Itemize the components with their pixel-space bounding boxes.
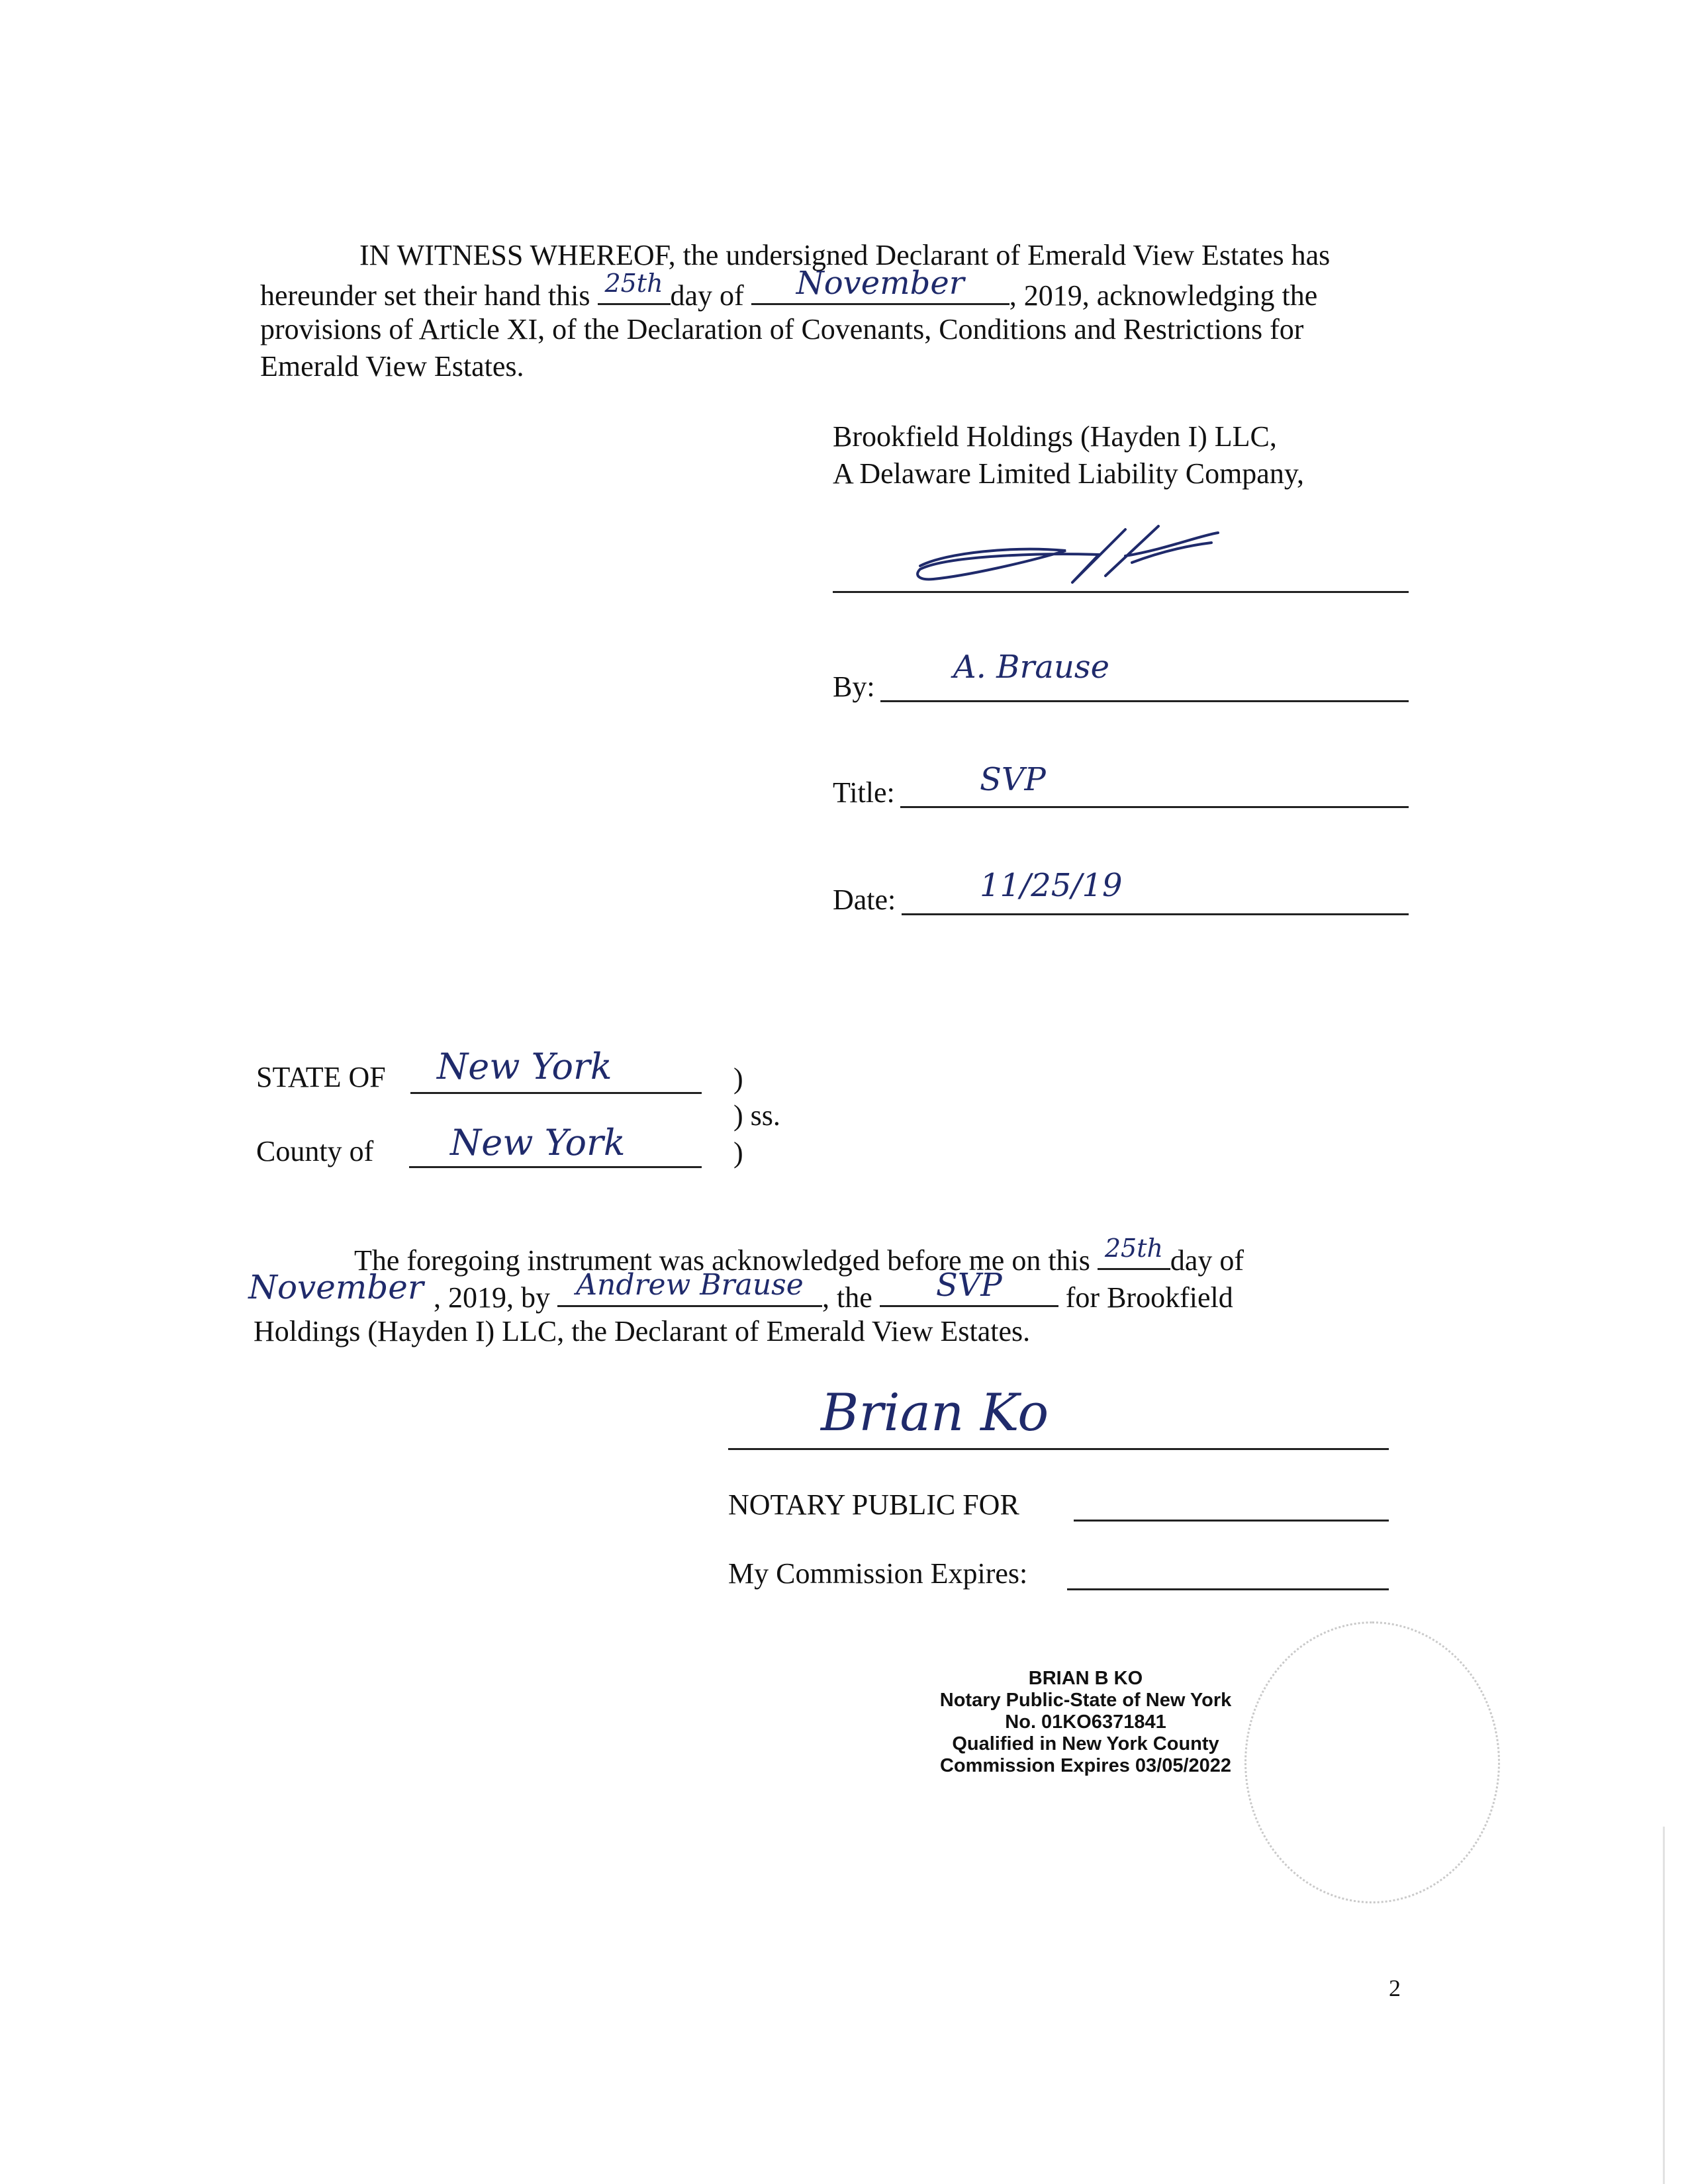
stamp-line-4: Qualified in New York County: [952, 1733, 1219, 1754]
notary-signature-handwritten: Brian Ko: [821, 1383, 1049, 1443]
company-type: [833, 455, 1304, 492]
witness-month-blank: [751, 265, 1009, 305]
witness-text-4: Emerald View Estates.: [260, 350, 524, 383]
venue-paren-3-text: ): [733, 1136, 743, 1169]
ack-name-handwritten: Andrew Brause: [576, 1268, 804, 1302]
notary-seal-impression: [1244, 1621, 1500, 1903]
by-handwritten: A. Brause: [953, 649, 1109, 686]
ack-text-3: Holdings (Hayden I) LLC, the Declarant of Emerald View Estates.: [254, 1315, 1031, 1347]
venue-ss-text: ) ss.: [733, 1099, 780, 1132]
ack-line-2: [238, 1267, 1233, 1316]
ack-title-handwritten: SVP: [935, 1267, 1002, 1304]
company-name-text: Brookfield Holdings (Hayden I) LLC,: [833, 420, 1277, 453]
notary-public-for: [728, 1486, 1019, 1524]
ack-text-2c: for Brookfield: [1065, 1281, 1233, 1314]
state-line: [410, 1092, 702, 1094]
company-type-text: A Delaware Limited Liability Company,: [833, 457, 1304, 490]
county-handwritten: New York: [450, 1122, 626, 1163]
witness-text-2a: hereunder set their hand this: [260, 279, 590, 312]
ack-title-blank: [880, 1267, 1058, 1307]
ack-name-blank: [557, 1268, 822, 1307]
stamp-line-2: Notary Public-State of New York: [939, 1690, 1232, 1711]
ack-day-blank: [1098, 1234, 1170, 1270]
venue-paren-1-text: ): [733, 1062, 743, 1095]
witness-day-handwritten: 25th: [604, 269, 663, 298]
commission-expires-line: [1067, 1588, 1389, 1590]
witness-text-1: IN WITNESS WHEREOF, the undersigned Declarant of Emerald View Estates has: [359, 239, 1331, 271]
ack-line-3: [254, 1313, 1030, 1350]
state-label-text: STATE OF: [256, 1061, 386, 1093]
venue-ss: [733, 1097, 780, 1134]
ack-month-handwritten: November: [248, 1268, 424, 1306]
commission-expires-label: My Commission Expires:: [728, 1557, 1028, 1590]
state-handwritten: New York: [437, 1046, 612, 1087]
venue-paren-3: [733, 1134, 743, 1171]
signature-line: [833, 591, 1409, 593]
ack-text-1a: The foregoing instrument was acknowledged before me on this: [354, 1244, 1090, 1277]
ack-text-1b: day of: [1170, 1244, 1244, 1277]
date-line: [902, 913, 1409, 915]
ack-text-2a: , 2019, by: [434, 1281, 550, 1314]
stamp-name: BRIAN B KO: [1028, 1668, 1143, 1689]
county-label: [256, 1133, 373, 1170]
scan-edge: [1663, 1827, 1665, 2184]
notary-stamp: [914, 1668, 1258, 1777]
witness-text-3: provisions of Article XI, of the Declaration of Covenants, Conditions and Restrictions for: [260, 313, 1304, 345]
date-label: [833, 882, 896, 919]
witness-line-3: [260, 311, 1303, 348]
title-handwritten: SVP: [980, 761, 1046, 798]
notary-public-for-label: NOTARY PUBLIC FOR: [728, 1488, 1019, 1521]
witness-day-blank: [598, 269, 671, 305]
ack-text-2b: , the: [822, 1281, 872, 1314]
date-label-text: Date:: [833, 884, 896, 916]
notary-public-for-line: [1074, 1520, 1389, 1522]
page-number-text: 2: [1389, 1975, 1401, 2001]
witness-text-2c: , 2019, acknowledging the: [1009, 279, 1318, 312]
by-label-text: By:: [833, 670, 875, 703]
commission-expires: [728, 1555, 1027, 1592]
county-line: [409, 1166, 702, 1168]
notary-signature-line: [728, 1448, 1389, 1450]
company-name: [833, 418, 1277, 455]
declarant-signature: [907, 516, 1225, 602]
page-number: [1389, 1970, 1401, 2007]
date-handwritten: 11/25/19: [980, 867, 1123, 904]
stamp-line-3: No. 01KO6371841: [1005, 1711, 1166, 1733]
venue-paren-1: [733, 1060, 743, 1097]
witness-line-4: [260, 348, 524, 385]
ack-month-blank: [238, 1268, 434, 1307]
by-line: [880, 700, 1409, 702]
witness-text-2b: day of: [670, 279, 744, 312]
state-label: [256, 1059, 386, 1096]
title-label: [833, 774, 895, 811]
title-label-text: Title:: [833, 776, 895, 809]
stamp-line-5: Commission Expires 03/05/2022: [939, 1755, 1232, 1776]
witness-line-2: [260, 265, 1318, 314]
title-line: [900, 806, 1409, 808]
witness-month-handwritten: November: [796, 265, 964, 302]
by-label: [833, 668, 875, 705]
ack-day-handwritten: 25th: [1104, 1234, 1163, 1263]
county-label-text: County of: [256, 1135, 374, 1167]
